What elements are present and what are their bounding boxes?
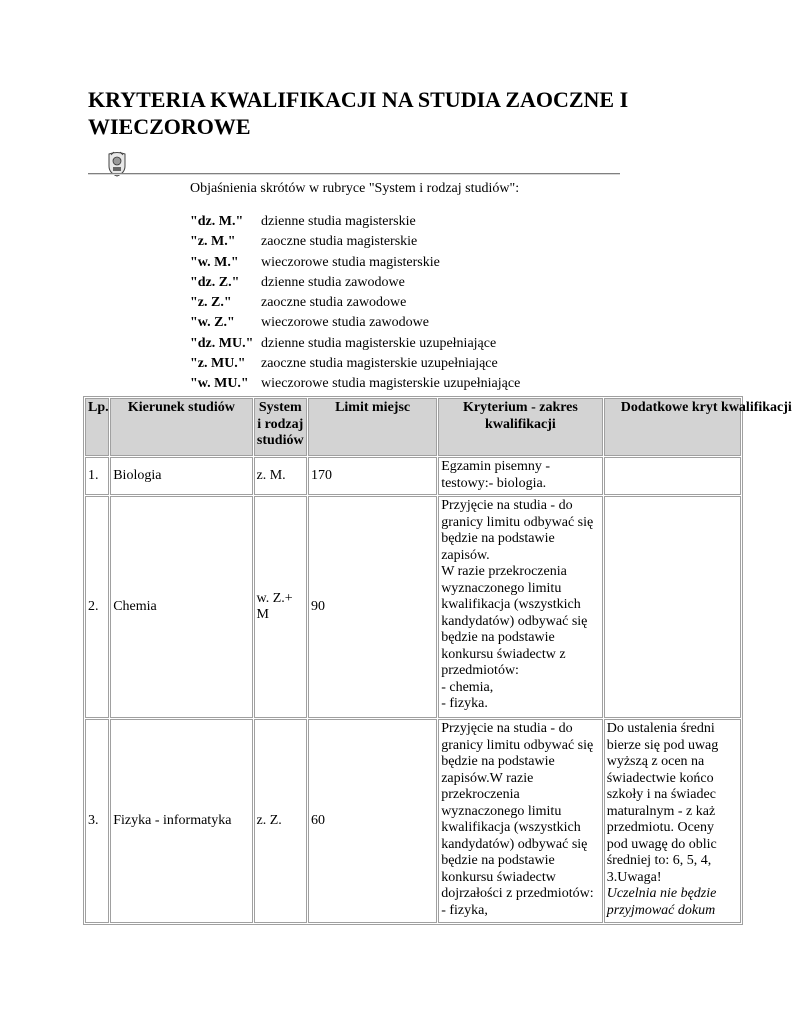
cell-lp: 1.: [85, 457, 109, 495]
header-field: Kierunek studiów: [110, 398, 252, 456]
abbreviation-row: [190, 213, 520, 233]
abbreviation-meaning: wieczorowe studia magisterskie uzupełniające: [261, 376, 521, 392]
abbreviation-row: [190, 274, 520, 294]
abbreviation-code: "dz. M.": [190, 214, 244, 229]
cell-field: Fizyka - informatyka: [110, 719, 252, 923]
table-row: [85, 496, 741, 718]
abbreviation-row: [190, 355, 520, 375]
extra-criteria-note: Uczelnia nie będzie przyjmować dokum: [606, 886, 717, 918]
cell-field: Chemia: [110, 496, 252, 718]
abbreviation-meaning: zaoczne studia magisterskie: [261, 234, 418, 250]
abbreviation-meaning: wieczorowe studia magisterskie: [261, 254, 440, 270]
cell-criterion: Egzamin pisemny - testowy:- biologia.: [438, 457, 603, 495]
table-row: [85, 457, 741, 495]
abbreviation-meaning: dzienne studia zawodowe: [261, 274, 405, 290]
abbreviation-code: "z. MU.": [190, 356, 246, 372]
cell-limit: 90: [308, 496, 437, 718]
abbreviation-meaning: dzienne studia magisterskie: [261, 214, 416, 229]
header-limit: Limit miejsc: [308, 398, 437, 456]
abbreviation-row: [190, 254, 520, 274]
cell-system: z. M.: [254, 457, 307, 495]
cell-extra-criteria: [604, 457, 741, 495]
abbreviation-meaning: dzienne studia magisterskie uzupełniające: [261, 335, 497, 351]
header-criterion: Kryterium - zakres kwalifikacji: [438, 398, 603, 456]
abbreviation-code: "w. MU.": [190, 376, 249, 392]
cell-extra-criteria: [604, 719, 741, 923]
cell-lp: 3.: [85, 719, 109, 923]
cell-criterion: Przyjęcie na studia - do granicy limitu odbywać się będzie na podstawie zapisów.W razie przekroczenia wyznaczonego limitu kwalifikacja (wszystkich kandydatów) odbywać się będzie na podstawie konkursu świadectw dojrzałości z przedmiotów: - fizyka,: [438, 719, 603, 923]
header-system: System i rodzaj studiów: [254, 398, 307, 456]
abbreviations-list: [190, 213, 520, 396]
page-title: KRYTERIA KWALIFIKACJI NA STUDIA ZAOCZNE I WIECZOROWE: [88, 87, 629, 139]
abbreviation-code: "w. M.": [190, 254, 239, 270]
abbreviation-code: "z. M.": [190, 234, 236, 250]
cell-system: w. Z.+ M: [254, 496, 307, 718]
extra-criteria-text: Do ustalenia średni bierze się pod uwag wyższą z ocen na świadectwie końco szkoły i na świadec maturalnym - z każ przedmiotu. Oceny pod uwagę do oblic średniej to: 6, 5, 4, 3.Uwaga!: [606, 721, 719, 885]
header-extra-criteria: Dodatkowe kryt kwalifikacji: [604, 398, 741, 456]
cell-field: Biologia: [110, 457, 252, 495]
abbreviation-code: "dz. Z.": [190, 274, 240, 290]
abbreviation-meaning: zaoczne studia magisterskie uzupełniające: [261, 356, 498, 372]
abbreviation-code: "z. Z.": [190, 295, 232, 311]
table-row: [85, 719, 741, 923]
abbreviation-code: "w. Z.": [190, 315, 235, 331]
abbreviations-intro: Objaśnienia skrótów w rubryce "System i rodzaj studiów":: [190, 181, 520, 196]
cell-extra-criteria: [604, 496, 741, 718]
header-lp: Lp.: [85, 398, 109, 456]
abbreviation-meaning: zaoczne studia zawodowe: [261, 295, 407, 311]
abbreviation-row: [190, 233, 520, 253]
abbreviation-code: "dz. MU.": [190, 335, 254, 351]
table-header-row: [85, 398, 741, 456]
abbreviation-row: [190, 375, 520, 395]
qualification-criteria-table: [83, 396, 792, 925]
abbreviation-row: [190, 314, 520, 334]
cell-limit: 60: [308, 719, 437, 923]
cell-criterion: Przyjęcie na studia - do granicy limitu odbywać się będzie na podstawie zapisów. W razie przekroczenia wyznaczonego limitu kwalifikacja (wszystkich kandydatów) odbywać się będzie na podstawie konkursu świadectw z przedmiotów: - chemia, - fizyka.: [438, 496, 603, 718]
cell-lp: 2.: [85, 496, 109, 718]
horizontal-divider: [88, 173, 620, 175]
cell-system: z. Z.: [254, 719, 307, 923]
cell-limit: 170: [308, 457, 437, 495]
abbreviation-row: [190, 294, 520, 314]
abbreviation-row: [190, 335, 520, 355]
abbreviation-meaning: wieczorowe studia zawodowe: [261, 315, 429, 331]
